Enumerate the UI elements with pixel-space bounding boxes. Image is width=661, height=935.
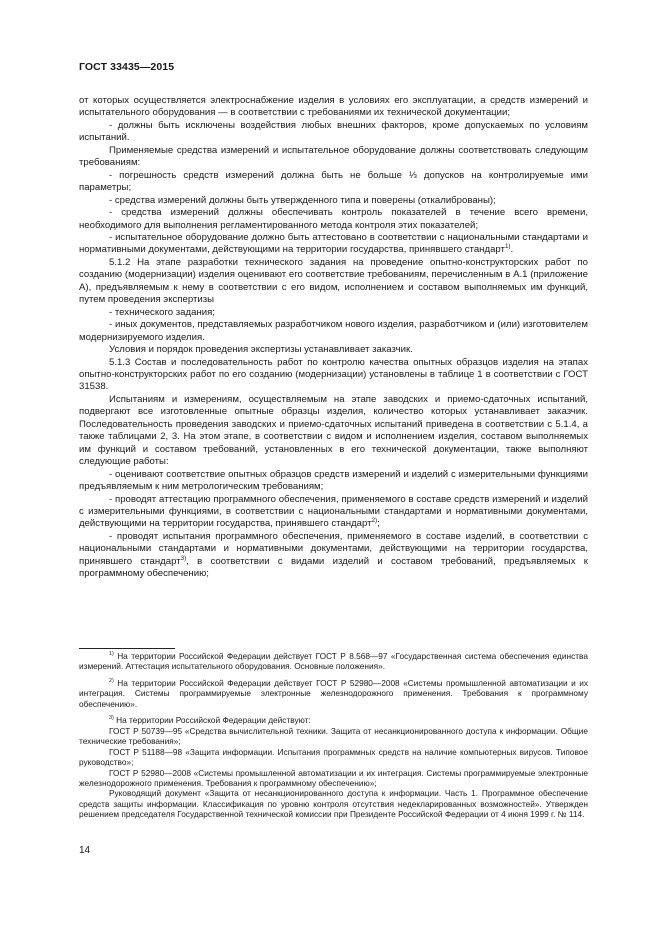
- footnote: [79, 651, 588, 672]
- footnote-marker: 1): [109, 651, 114, 658]
- paragraph-text: Испытаниям и измерениям, осуществляемым на этапе заводских и приемо-сдаточных испытаний, подвергают все изготовленные опытные образцы изделия, количество которых устанавливает заказчик. Последовательность проведения заводских и приемо-сдаточных испытаний приведена в соответствии с 5.1.4, а также таблицами 2, 3. На этом этапе, в соответствии с видом и исполнением изделия, составом выполняемых им функций и составом требований, установленных в его технической документации, также выполняют следующие работы:: [79, 393, 588, 468]
- paragraph-text: Условия и порядок проведения экспертизы устанавливает заказчик.: [109, 344, 413, 356]
- footnote: [79, 726, 588, 747]
- footnote-reference: 3): [180, 554, 187, 562]
- paragraph-text: - технического задания;: [109, 306, 215, 318]
- footnote-text: ГОСТ Р 51188—98 «Защита информации. Испытания программных средств на наличие компьютерных вирусов. Типовое руководство»;: [79, 746, 588, 768]
- page-number: 14: [79, 845, 91, 856]
- footnote: [79, 768, 588, 789]
- paragraph-text: - должны быть исключены воздействия любых внешних факторов, кроме допускаемых по условиям испытаний.: [79, 119, 588, 144]
- paragraph: [79, 232, 588, 257]
- paragraph: [79, 469, 588, 494]
- footnote: [79, 788, 588, 819]
- paragraph: [79, 145, 588, 170]
- footnote-text: ГОСТ Р 50739—95 «Средства вычислительной техники. Защита от несанкционированного доступа к информации. Общие технические требования»;: [79, 725, 588, 747]
- footnote-marker: 3): [109, 715, 114, 722]
- paragraph-text: - оценивают соответствие опытных образцов средств измерений и изделий с измерительными функциями предъявляемым к ним метрологическим требованиям;: [79, 468, 588, 493]
- paragraph: [79, 494, 588, 531]
- paragraph: [79, 344, 588, 356]
- paragraph-text: - погрешность средств измерений должна быть не больше ⅓ допусков на контролируемые ими параметры;: [79, 169, 588, 194]
- footnote-text: Руководящий документ «Защита от несанкционированного доступа к информации. Часть 1. Программное обеспечение средств защиты информации. Классификация по уровню контроля отсутствия недекларированных возможностей». Утвержден решением председателя Государственной технической комиссии при Президенте Российской Федерации от 4 июня 1999 г. № 114.: [79, 788, 588, 820]
- paragraph: [79, 394, 588, 469]
- footnote-text: ГОСТ Р 52980—2008 «Системы промышленной автоматизации и их интеграция. Системы программируемые электронные железнодорожного применения. Требования к программному обеспечению»;: [79, 767, 588, 788]
- paragraph-text: - проводят испытания программного обеспечения, применяемого в составе изделий, в соответствии с национальными стандартами и нормативными документами, действующими на территории государства, принявшего стандарт: [79, 530, 588, 567]
- paragraph-text: 5.1.2 На этапе разработки технического задания на проведение опытно-конструкторских работ по созданию (модернизации) изделия оценивают его соответствие требованиям, перечисленным в А.1 (приложение А), предъявляемым к нему в соответствии с его видом, исполнением и составом выполняемых им функций, путем проведения экспертизы: [79, 256, 588, 306]
- paragraph: [79, 95, 588, 120]
- footnotes: [79, 651, 588, 820]
- paragraph: [79, 170, 588, 195]
- paragraph-text: - проводят аттестацию программного обеспечения, применяемого в составе средств измерений и изделий с измерительными функциями, в соответствии с национальными стандартами и нормативными документами, действующими на территории государства, принявшего стандарт: [79, 493, 588, 530]
- paragraph: [79, 307, 588, 319]
- paragraph: [79, 120, 588, 145]
- footnote-text: На территории Российской Федерации действуют:: [113, 715, 311, 726]
- footnote: [79, 747, 588, 768]
- body-text: [79, 95, 588, 581]
- paragraph-text: 5.1.3 Состав и последовательность работ по контролю качества опытных образцов изделия на этапах опытно-конструкторских работ по его созданию (модернизации) установлены в таблице 1 в соответствии с ГОСТ 31538.: [79, 356, 588, 393]
- paragraph-tail: , в соответствии с видами изделий и составом требований, предъявляемых к программному обеспечению;: [79, 555, 588, 580]
- footnote-text: На территории Российской Федерации действует ГОСТ Р 8.568—97 «Государственная система обеспечения единства измерений. Аттестация испытательного оборудования. Основные положения».: [79, 651, 588, 672]
- footnote-text: На территории Российской Федерации действует ГОСТ Р 52980—2008 «Системы промышленной автоматизации и их интеграция. Системы программируемые электронные железнодорожного применения. Требования к программному обеспечению».: [79, 677, 588, 709]
- footnote-reference: 1): [504, 243, 511, 251]
- paragraph: [79, 357, 588, 394]
- footnote: [79, 715, 588, 725]
- paragraph: [79, 207, 588, 232]
- footnote-marker: 2): [109, 678, 114, 685]
- footnote-divider: [79, 648, 175, 649]
- document-header: ГОСТ 33435—2015: [79, 61, 175, 73]
- footnote-reference: 2): [371, 517, 378, 525]
- paragraph: [79, 319, 588, 344]
- paragraph-tail: ;: [377, 518, 380, 530]
- paragraph-text: Применяемые средства измерений и испытательное оборудование должны соответствовать следующим требованиям:: [79, 144, 588, 169]
- paragraph: [79, 195, 588, 207]
- paragraph: [79, 257, 588, 307]
- paragraph-text: - иных документов, представляемых разработчиком нового изделия, разработчиком и (или) изготовителем модернизируемого изделия.: [79, 319, 588, 343]
- paragraph-text: - испытательное оборудование должно быть аттестовано в соответствии с национальными стандартами и нормативными документами, действующими на территории государства, принявшего стандарт: [79, 231, 588, 256]
- paragraph-text: - средства измерений должны быть утвержденного типа и поверены (откалиброваны);: [109, 194, 496, 206]
- paragraph-text: - средства измерений должны обеспечивать контроль показателей в течение всего времени, необходимого для выполнения регламентированного метода контроля этих показателей;: [79, 207, 588, 231]
- paragraph-text: от которых осуществляется электроснабжение изделия в условиях его эксплуатации, а средств измерений и испытательного оборудования — в соответствии с требованиями их технической документации;: [79, 95, 588, 119]
- paragraph-tail: .: [510, 244, 514, 256]
- paragraph: [79, 531, 588, 581]
- footnote: [79, 678, 588, 709]
